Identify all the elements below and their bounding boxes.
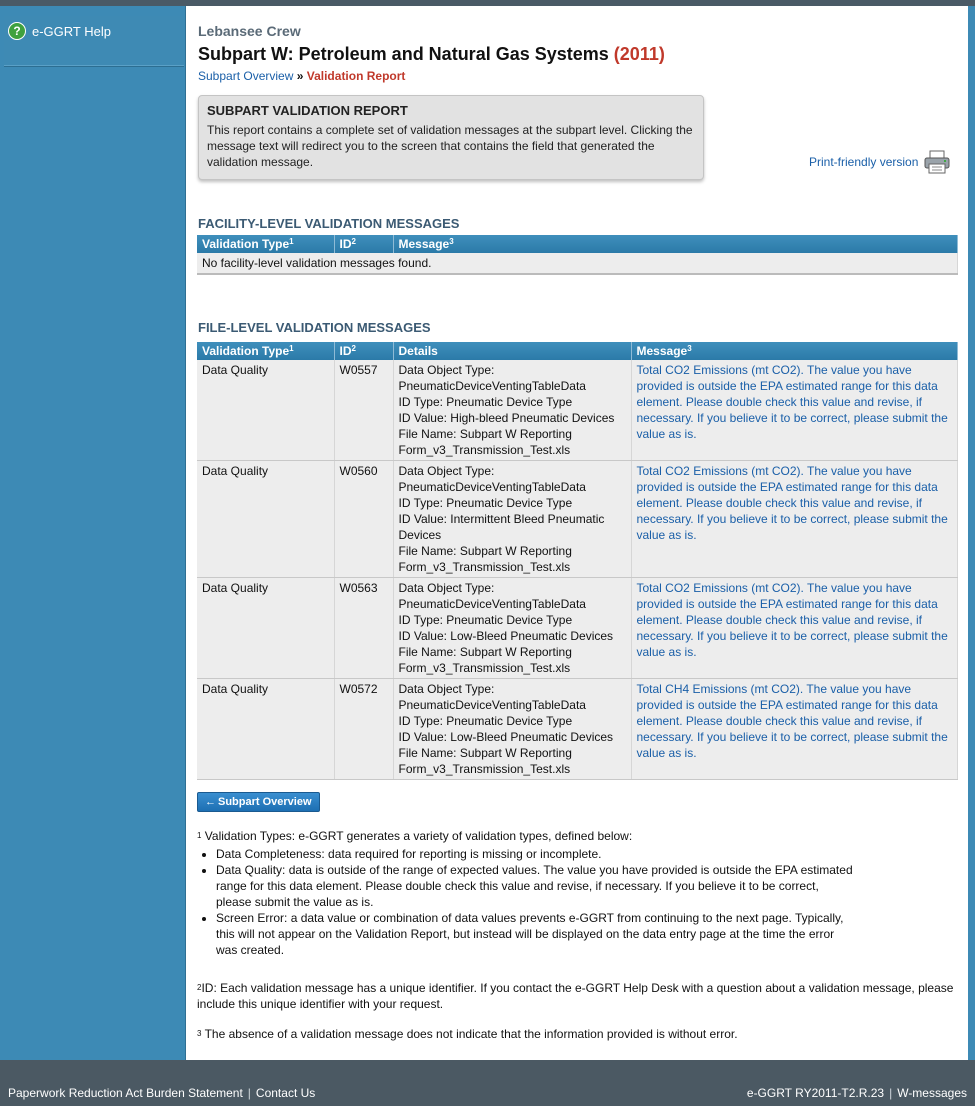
list-item: • Data Quality: data is outside of the range of expected values. The value you have provided is outside the EPA estimated range for this data element. Please double check this value and revise, if necessary. If you believe it to be correct, please submit the value as is. [216,862,856,910]
help-link[interactable] [8,22,111,40]
table-row [197,679,958,780]
contact-us-link[interactable]: Contact Us [255,1086,316,1100]
title-text: Subpart W: Petroleum and Natural Gas Systems [198,44,609,64]
column-header-details: Details [393,342,631,360]
table-row [197,461,958,578]
footer-right: e-GGRT RY2011-T2.R.23 | W-messages [746,1086,967,1100]
column-header-id: $ID^2$ [334,235,393,253]
cell-details: Data Object Type: PneumaticDeviceVentingTableData ID Type: Pneumatic Device Type ID Value: High-bleed Pneumatic Devices File Name: Subpart W Reporting Form_v3_Transmission_Test.xls [393,360,631,461]
table-row [197,253,958,274]
breadcrumb-current: Validation Report [306,69,406,83]
empty-message: No facility-level validation messages found. [197,253,958,274]
subpart-overview-button[interactable] [197,792,320,812]
table-header-row [197,235,958,253]
reporting-year: (2011) [613,44,665,64]
cell-id: W0557 [334,360,393,461]
cell-id: W0572 [334,679,393,780]
column-header-validation-type: Validation Type$^1$ [197,235,334,253]
report-box-text: This report contains a complete set of validation messages at the subpart level. Clicking the message text will redirect you to the screen that contains the field that generated the validation message. [207,123,693,169]
question-icon: ? [8,22,26,40]
cell-message-link[interactable]: Total CH4 Emissions (mt CO2). The value you have provided is outside the EPA estimated range for this data element. Please double check this value and revise, if necessary. If you believe it to be correct, please submit the value as is. [631,679,958,780]
page-id-text: W-messages [897,1086,967,1100]
cell-id: W0563 [334,578,393,679]
cell-message-link[interactable]: Total CO2 Emissions (mt CO2). The value you have provided is outside the EPA estimated range for this data element. Please double check this value and revise, if necessary. If you believe it to be correct, please submit the value as is. [631,578,958,679]
cell-message-link[interactable]: Total CO2 Emissions (mt CO2). The value you have provided is outside the EPA estimated range for this data element. Please double check this value and revise, if necessary. If you believe it to be correct, please submit the value as is. [631,360,958,461]
footnote-validation-types: $^1$ Validation Types: e-GGRT generates a variety of validation types, defined below: • Data Completeness: data required for reporting is missing or incomplete. • Data Quality: data is outside of the range of expected values. The value you have provided is outside the EPA estimated range for this data element. Please double check this value and revise, if necessary. If you believe it to be correct, please submit the value as is. • Screen Error: a data value or combination of data values prevents e-GGRT from continuing to the next page. Typically, this will not appear on the Validation Report, but instead will be displayed on the data entry page at the time the error was created. [197,828,937,958]
facility-section-heading: FACILITY-LEVEL VALIDATION MESSAGES [198,216,460,231]
facility-messages-table [197,235,958,275]
breadcrumb-separator: » [296,69,304,83]
cell-id: W0560 [334,461,393,578]
column-header-validation-type: Validation Type$^1$ [197,342,334,360]
file-section-heading: FILE-LEVEL VALIDATION MESSAGES [198,320,431,335]
table-row [197,360,958,461]
page-title [198,44,665,65]
footnote-absence: $^3$ The absence of a validation message does not indicate that the information provided is without error. [197,1027,738,1041]
footer-left: Paperwork Reduction Act Burden Statement | Contact Us [8,1086,316,1100]
subpart-overview-label: Subpart Overview [218,796,312,808]
footer [0,1060,975,1106]
cell-message-link[interactable]: Total CO2 Emissions (mt CO2). The value you have provided is outside the EPA estimated range for this data element. Please double check this value and revise, if necessary. If you believe it to be correct, please submit the value as is. [631,461,958,578]
right-border [968,6,975,1060]
cell-details: Data Object Type: PneumaticDeviceVentingTableData ID Type: Pneumatic Device Type ID Value: Intermittent Bleed Pneumatic Devices File Name: Subpart W Reporting Form_v3_Transmission_Test.xls [393,461,631,578]
list-item: • Data Completeness: data required for reporting is missing or incomplete. [216,846,856,862]
file-messages-table [197,342,958,780]
table-header-row [197,342,958,360]
breadcrumb-subpart-overview[interactable]: Subpart Overview [198,69,294,83]
cell-details: Data Object Type: PneumaticDeviceVentingTableData ID Type: Pneumatic Device Type ID Value: Low-Bleed Pneumatic Devices File Name: Subpart W Reporting Form_v3_Transmission_Test.xls [393,679,631,780]
version-text: e-GGRT RY2011-T2.R.23 [746,1086,885,1100]
column-header-message: Message$^3$ [631,342,958,360]
print-friendly-link[interactable] [809,150,950,174]
back-arrow-icon: ← [205,796,216,808]
report-info-box [198,95,704,180]
footnote-id: $^2$ID: Each validation message has a unique identifier. If you contact the e-GGRT Help Desk with a question about a validation message, please include this unique identifier with your request. [197,981,954,1011]
help-label: e-GGRT Help [32,23,111,39]
sidebar [0,6,186,1060]
organization-name: Lebansee Crew [198,23,301,39]
cell-details: Data Object Type: PneumaticDeviceVentingTableData ID Type: Pneumatic Device Type ID Value: Low-Bleed Pneumatic Devices File Name: Subpart W Reporting Form_v3_Transmission_Test.xls [393,578,631,679]
cell-validation-type: Data Quality [197,461,334,578]
cell-validation-type: Data Quality [197,578,334,679]
column-header-message: Message$^3$ [393,235,958,253]
report-box-heading: SUBPART VALIDATION REPORT [207,103,408,118]
cell-validation-type: Data Quality [197,360,334,461]
paperwork-link[interactable]: Paperwork Reduction Act Burden Statement [8,1086,243,1100]
printer-icon [924,150,950,174]
list-item: • Screen Error: a data value or combination of data values prevents e-GGRT from continuing to the next page. Typically, this will not appear on the Validation Report, but instead will be displayed on the data entry page at the time the error was created. [216,910,856,958]
main-content [186,6,968,1060]
column-header-id: $ID^2$ [334,342,393,360]
print-label: Print-friendly version [809,155,919,169]
cell-validation-type: Data Quality [197,679,334,780]
table-row [197,578,958,679]
breadcrumb [198,69,405,83]
